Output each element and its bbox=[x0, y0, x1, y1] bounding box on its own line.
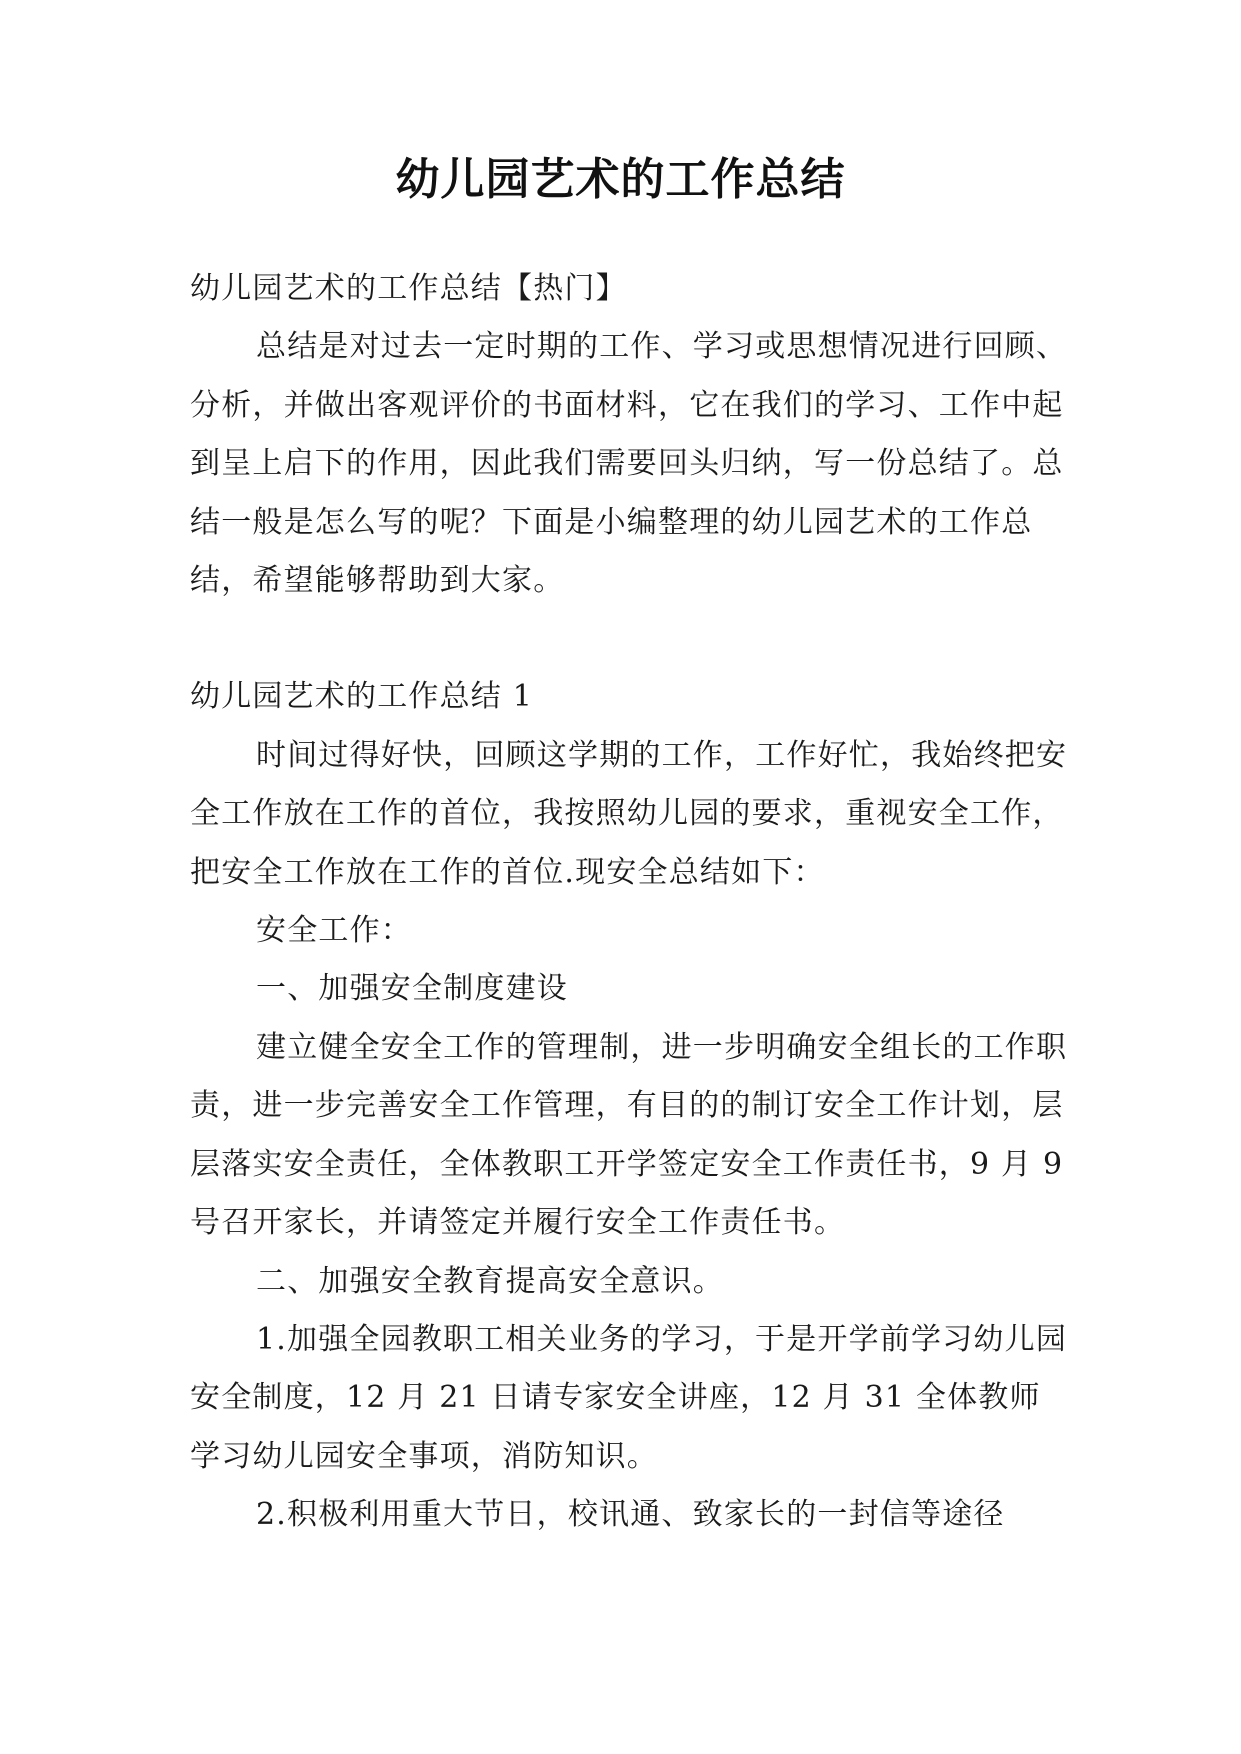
document-subtitle: 幼儿园艺术的工作总结【热门】 bbox=[190, 271, 627, 306]
list-item: 2.积极利用重大节日，校讯通、致家长的一封信等途径 bbox=[256, 1497, 1005, 1533]
section-paragraph: 时间过得好快，回顾这学期的工作，工作好忙，我始终把安全工作放在工作的首位，我按照幼儿园的要求，重视安全工作，把安全工作放在工作的首位.现安全总结如下： bbox=[190, 737, 1068, 890]
paragraph-gap bbox=[190, 610, 1070, 668]
document-title: 幼儿园艺术的工作总结 bbox=[395, 154, 846, 205]
section-paragraph: 安全工作： bbox=[256, 913, 412, 949]
intro-paragraph: 总结是对过去一定时期的工作、学习或思想情况进行回顾、分析，并做出客观评价的书面材料，它在我们的学习、工作中起到呈上启下的作用，因此我们需要回头归纳，写一份总结了。总结一般是怎么写的呢？下面是小编整理的幼儿园艺术的工作总结，希望能够帮助到大家。 bbox=[190, 329, 1068, 599]
document-body bbox=[190, 260, 1070, 1545]
point-paragraph: 建立健全安全工作的管理制，进一步明确安全组长的工作职责，进一步完善安全工作管理，有目的的制订安全工作计划，层层落实安全责任，全体教职工开学签定安全工作责任书，9 月 9 号召开家长，并请签定并履行安全工作责任书。 bbox=[190, 1029, 1068, 1241]
section-heading: 幼儿园艺术的工作总结 1 bbox=[190, 679, 534, 715]
list-item: 1.加强全园教职工相关业务的学习，于是开学前学习幼儿园安全制度，12 月 21 日请专家安全讲座，12 月 31 全体教师学习幼儿园安全事项，消防知识。 bbox=[190, 1321, 1068, 1474]
point-heading: 一、加强安全制度建设 bbox=[256, 971, 568, 1007]
point-heading: 二、加强安全教育提高安全意识。 bbox=[256, 1263, 724, 1299]
